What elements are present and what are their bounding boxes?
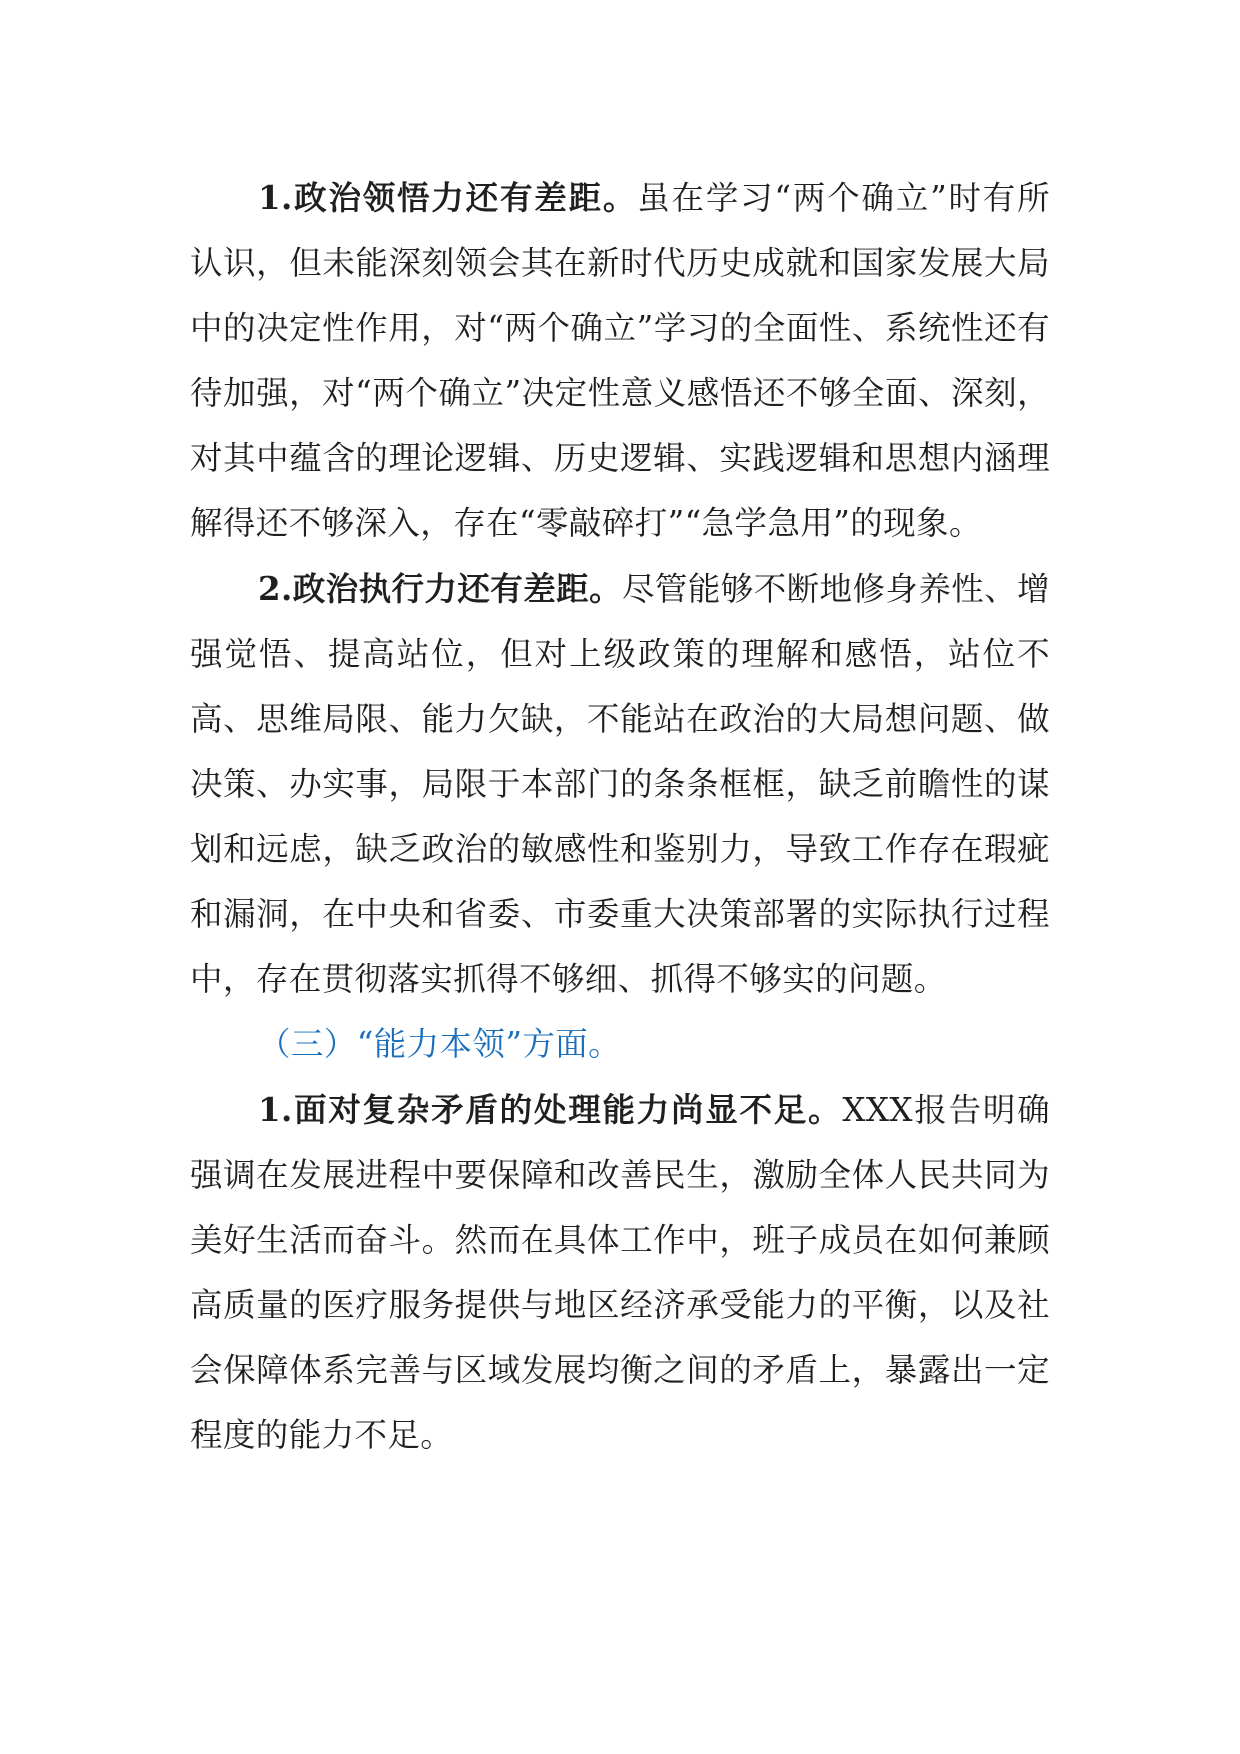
paragraph-lead: 1.面对复杂矛盾的处理能力尚显不足。 xyxy=(258,1090,843,1129)
paragraph-lead: 2.政治执行力还有差距。 xyxy=(258,569,622,608)
paragraph-complex-contradictions xyxy=(190,1077,1050,1468)
paragraph-political-comprehension xyxy=(190,165,1050,556)
paragraph-body: 虽在学习“两个确立”时有所认识，但未能深刻领会其在新时代历史成就和国家发展大局中的决定性作用，对“两个确立”学习的全面性、系统性还有待加强，对“两个确立”决定性意义感悟还不够全面、深刻，对其中蕴含的理论逻辑、历史逻辑、实践逻辑和思想内涵理解得还不够深入，存在“零敲碎打”“急学急用”的现象。 xyxy=(190,179,1051,542)
paragraph-body: XXX报告明确强调在发展进程中要保障和改善民生，激励全体人民共同为美好生活而奋斗。然而在具体工作中，班子成员在如何兼顾高质量的医疗服务提供与地区经济承受能力的平衡，以及社会保障体系完善与区域发展均衡之间的矛盾上，暴露出一定程度的能力不足。 xyxy=(190,1091,1050,1454)
paragraph-lead: 1.政治领悟力还有差距。 xyxy=(258,178,638,217)
paragraph-political-execution xyxy=(190,556,1050,1012)
section-heading: （三）“能力本领”方面。 xyxy=(258,1025,622,1063)
document-page xyxy=(190,165,1050,1468)
paragraph-body: 尽管能够不断地修身养性、增强觉悟、提高站位，但对上级政策的理解和感悟，站位不高、思维局限、能力欠缺，不能站在政治的大局想问题、做决策、办实事，局限于本部门的条条框框，缺乏前瞻性的谋划和远虑，缺乏政治的敏感性和鉴别力，导致工作存在瑕疵和漏洞，在中央和省委、市委重大决策部署的实际执行过程中，存在贯彻落实抓得不够细、抓得不够实的问题。 xyxy=(190,570,1050,998)
